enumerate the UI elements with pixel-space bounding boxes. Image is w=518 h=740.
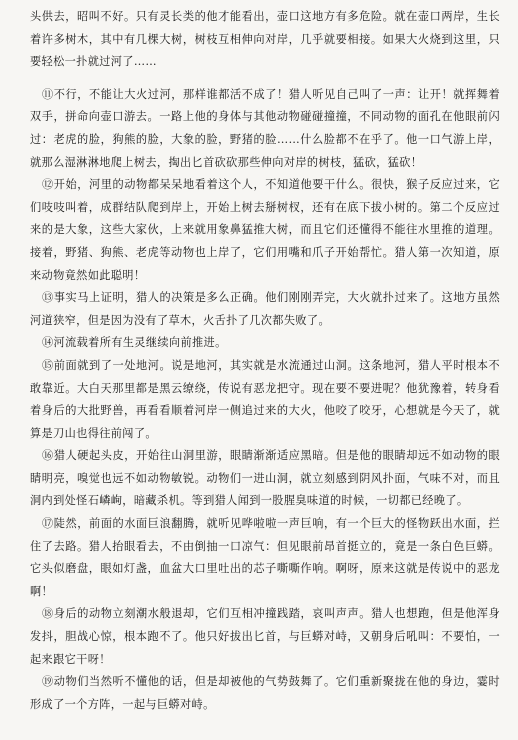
paragraph-number: ⑲	[42, 675, 54, 689]
paragraph-number: ⑱	[42, 607, 54, 621]
paragraph-17	[30, 513, 500, 603]
paragraph-15	[30, 355, 500, 445]
paragraph-16	[30, 445, 500, 513]
paragraph-12	[30, 174, 500, 287]
paragraph-18	[30, 603, 500, 671]
document-page	[30, 6, 500, 716]
paragraph-text: 河流载着所有生灵继续向前推进。	[53, 336, 227, 350]
paragraph-text: 动物们当然听不懂他的话，但是却被他的气势鼓舞了。它们重新聚拢在他的身边，霎时形成了一个方阵，一起与巨蟒对峙。	[30, 675, 500, 711]
paragraph-text: 头供去，昭叫不好。只有灵长类的他才能看出，壶口这地方有多危险。就在壶口两岸，生长着许多树木，其中有几棵大树，树枝互相伸向对岸，几乎就要相接。如果大火烧到这里，只要轻松一扑就过河了……	[30, 10, 500, 69]
paragraph-number: ⑫	[42, 178, 54, 192]
paragraph-text: 身后的动物立刻潮水般退却，它们互相冲撞践踏，哀叫声声。猎人也想跑，但是他浑身发抖，胆战心惊，根本跑不了。他只好拔出匕首，与巨蟒对峙，又朝身后吼叫：不要怕，一起来跟它干呀！	[30, 607, 500, 666]
paragraph-14	[30, 332, 500, 355]
paragraph-text: 陡然，前面的水面巨浪翻腾，就听见哗啦啦一声巨响，有一个巨大的怪物跃出水面，拦住了去路。猎人抬眼看去，不由倒抽一口凉气：但见眼前昂首挺立的，竟是一条白色巨蟒。它头似磨盘，眼如灯盏，血盆大口里吐出的芯子嘶嘶作响。啊呀，原来这就是传说中的恶龙啊！	[30, 517, 500, 598]
paragraph-text: 前面就到了一处地河。说是地河，其实就是水流通过山洞。这条地河，猎人平时根本不敢靠近。大白天那里都是黑云缭绕，传说有恶龙把守。现在要不要进呢？他犹豫着，转身看着身后的大批野兽，再看看顺着河岸一侧追过来的大火，他咬了咬牙，心想就是今天了，就算是刀山也得往前闯了。	[30, 358, 500, 440]
paragraph-number: ⑰	[42, 517, 54, 531]
paragraph-13	[30, 287, 500, 332]
paragraph-text: 事实马上证明，猎人的决策是多么正确。他们刚刚弄完，大火就扑过来了。这地方虽然河道狭窄，但是因为没有了草木，火舌扑了几次都失败了。	[30, 291, 500, 327]
paragraph-number: ⑬	[42, 291, 54, 305]
paragraph-number: ⑭	[42, 336, 54, 350]
paragraph-10-cont	[30, 6, 500, 74]
paragraph-number: ⑯	[42, 449, 54, 463]
paragraph-text: 不行，不能让大火过河，那样谁都活不成了！猎人听见自己叫了一声：让开！就挥舞着双手，拼命向壶口游去。一路上他的身体与其他动物碰碰撞撞，不同动物的面孔在他眼前闪过：老虎的脸，狗熊的脸，大象的脸，野猪的脸……什么脸都不在乎了。他一口气游上岸，就那么湿淋淋地爬上树去，掏出匕首砍砍那些伸向对岸的树枝，猛砍，猛砍！	[30, 87, 500, 169]
paragraph-text: 开始，河里的动物都呆呆地看着这个人，不知道他要干什么。很快，猴子反应过来，它们吱吱叫着，成群结队爬到岸上，开始上树去掰树杈，还有在底下拔小树的。第二个反应过来的是大象，这些大家伙，上来就用象鼻猛推大树，而且它们还懂得不能往水里推的道理。接着，野猪、狗熊、老虎等动物也上岸了，它们用嘴和爪子开始帮忙。猎人第一次知道，原来动物竟然如此聪明！	[30, 178, 500, 282]
paragraph-19	[30, 671, 500, 716]
paragraph-number: ⑪	[42, 87, 54, 101]
paragraph-text: 猎人硬起头皮，开始往山洞里游，眼睛渐渐适应黑暗。但是他的眼睛却远不如动物的眼睛明亮，嗅觉也远不如动物敏锐。动物们一进山洞，就立刻感到阴风扑面，气味不对，而且洞内到处怪石嶙峋，暗藏杀机。等到猎人闻到一股腥臭味道的时候，一切都已经晚了。	[30, 449, 500, 508]
paragraph-11	[30, 84, 500, 174]
paragraph-number: ⑮	[42, 358, 54, 372]
